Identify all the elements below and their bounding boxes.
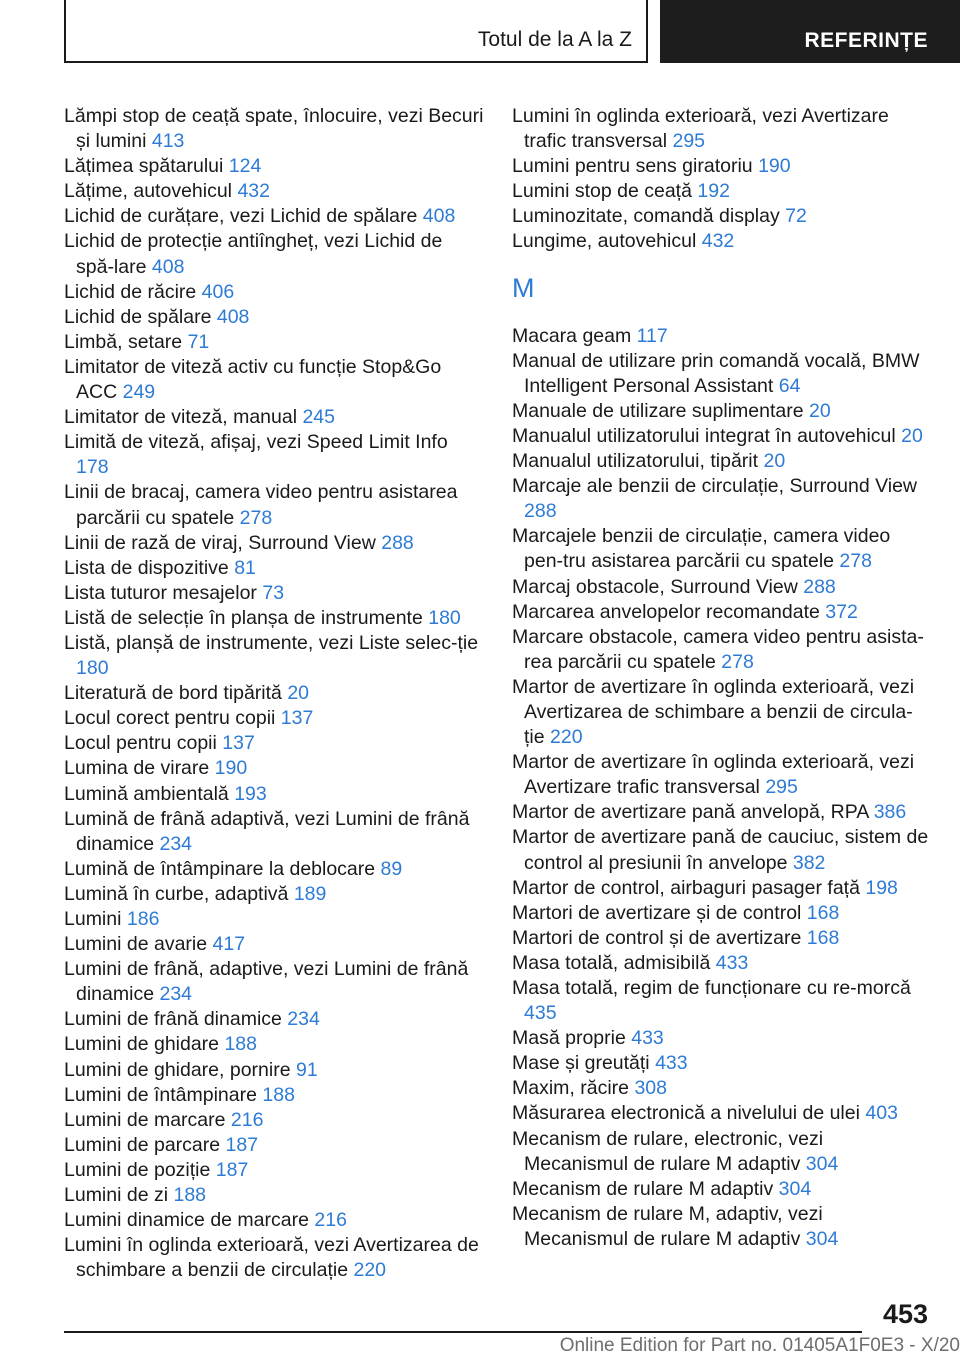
index-entry bbox=[64, 556, 484, 581]
index-page-link[interactable]: 91 bbox=[295, 1058, 318, 1081]
index-entry-text: Lumini în oglinda exterioară, vezi Avertizarea de schimbare a benzii de circulație bbox=[64, 1234, 479, 1282]
index-entry bbox=[64, 405, 484, 430]
index-page-link[interactable]: 408 bbox=[216, 305, 250, 328]
index-page-link[interactable]: 432 bbox=[701, 230, 735, 253]
index-page-link[interactable]: 433 bbox=[715, 951, 749, 974]
index-page-link[interactable]: 20 bbox=[809, 399, 831, 422]
index-page-link[interactable]: 408 bbox=[422, 205, 456, 228]
index-entry-text: Lumini de marcare bbox=[64, 1108, 226, 1131]
index-entry bbox=[64, 1083, 484, 1108]
index-entry-text: Marcarea anvelopelor recomandate bbox=[512, 600, 820, 623]
index-entry-text: Manuale de utilizare suplimentare bbox=[512, 399, 804, 422]
index-page-link[interactable]: 189 bbox=[293, 882, 327, 905]
index-page-link[interactable]: 413 bbox=[151, 130, 185, 153]
index-entry bbox=[64, 154, 484, 179]
index-page-link[interactable]: 20 bbox=[287, 682, 310, 705]
index-page-link[interactable]: 188 bbox=[262, 1083, 295, 1106]
index-entry bbox=[512, 229, 932, 254]
index-entry bbox=[64, 957, 484, 1007]
index-entry bbox=[512, 600, 932, 625]
index-entry bbox=[64, 807, 484, 857]
index-page-link[interactable]: 20 bbox=[763, 450, 786, 473]
index-page-link[interactable]: 190 bbox=[758, 155, 791, 178]
index-entry-text: Lista de dispozitive bbox=[64, 556, 229, 579]
index-entry bbox=[512, 625, 932, 675]
index-page-link[interactable]: 245 bbox=[302, 406, 335, 429]
index-page-link[interactable]: 168 bbox=[806, 926, 840, 949]
index-entry bbox=[512, 1051, 932, 1076]
index-page-link[interactable]: 137 bbox=[222, 732, 255, 755]
header-section-tab bbox=[660, 0, 960, 63]
index-entry bbox=[512, 154, 932, 179]
index-entry bbox=[64, 932, 484, 957]
index-entry-text: Marcaj obstacole, Surround View bbox=[512, 575, 798, 598]
index-entry bbox=[512, 349, 932, 399]
index-entry bbox=[512, 179, 932, 204]
index-page-link[interactable]: 220 bbox=[353, 1259, 387, 1282]
index-entry-text: Marcare obstacole, camera video pentru asista-rea parcării cu spatele bbox=[512, 625, 924, 673]
index-page-link[interactable]: 216 bbox=[314, 1209, 347, 1232]
index-entry-text: Linii de bracaj, camera video pentru asistarea parcării cu spatele bbox=[64, 481, 458, 529]
index-page-link[interactable]: 433 bbox=[655, 1052, 688, 1075]
index-entry bbox=[64, 355, 484, 405]
index-page-link[interactable]: 186 bbox=[126, 908, 160, 930]
index-entry bbox=[512, 1177, 932, 1202]
header-chapter-tab bbox=[64, 0, 648, 63]
index-entry-text: Lumini pentru sens giratoriu bbox=[512, 155, 753, 178]
index-page-link[interactable]: 89 bbox=[380, 857, 403, 880]
index-page-link[interactable]: 124 bbox=[228, 155, 262, 178]
index-entry bbox=[512, 449, 932, 474]
index-entry-text: Lichid de spălare bbox=[64, 305, 212, 328]
index-entry-text: Lumină în curbe, adaptivă bbox=[64, 882, 289, 905]
index-page-link[interactable]: 71 bbox=[187, 330, 210, 353]
index-entry-text: Lumini de parcare bbox=[64, 1133, 221, 1156]
index-page-link[interactable]: 188 bbox=[173, 1184, 207, 1207]
index-entry bbox=[64, 1108, 484, 1133]
index-entry bbox=[64, 1032, 484, 1057]
chapter-title: Totul de la A la Z bbox=[477, 28, 632, 51]
index-entry-text: Martori de control și de avertizare bbox=[512, 926, 802, 949]
index-entry bbox=[64, 330, 484, 355]
index-page-link[interactable]: 216 bbox=[230, 1108, 264, 1131]
index-page-link[interactable]: 180 bbox=[76, 657, 109, 680]
index-entry bbox=[64, 606, 484, 631]
index-page-link[interactable]: 180 bbox=[428, 606, 461, 629]
index-page-link[interactable]: 278 bbox=[239, 506, 273, 529]
index-entry-text: Luminozitate, comandă display bbox=[512, 205, 780, 228]
index-entry bbox=[64, 280, 484, 305]
index-entry bbox=[64, 480, 484, 530]
index-page-link[interactable]: 193 bbox=[234, 782, 267, 805]
index-page-link[interactable]: 288 bbox=[524, 500, 557, 523]
index-entry bbox=[64, 104, 484, 154]
index-entry bbox=[64, 706, 484, 731]
index-page-link[interactable]: 187 bbox=[225, 1133, 259, 1156]
index-entry bbox=[512, 204, 932, 229]
index-entry-text: Lumini de avarie bbox=[64, 933, 208, 956]
index-entry-text: Mase și greutăți bbox=[512, 1052, 650, 1075]
index-entry bbox=[64, 782, 484, 807]
index-page-link[interactable]: 288 bbox=[381, 531, 414, 554]
index-page-link[interactable]: 308 bbox=[634, 1077, 667, 1100]
index-entry-text: Lumini de ghidare, pornire bbox=[64, 1058, 291, 1081]
index-entry-text: Literatură de bord tipărită bbox=[64, 682, 282, 705]
index-entry bbox=[64, 204, 484, 229]
index-entry bbox=[512, 1101, 932, 1126]
index-entry bbox=[512, 1076, 932, 1101]
index-entry-text: Masă proprie bbox=[512, 1027, 626, 1050]
index-entry-text: Lumină ambientală bbox=[64, 782, 229, 805]
index-entry bbox=[64, 229, 484, 279]
index-entry bbox=[512, 901, 932, 926]
index-entry-text: Limitator de viteză, manual bbox=[64, 406, 298, 429]
index-entry-text: Lumini în oglinda exterioară, vezi Avertizare trafic transversal bbox=[512, 105, 889, 153]
index-page-link[interactable]: 433 bbox=[631, 1027, 664, 1050]
index-entry-text: Manual de utilizare prin comandă vocală, BMW Intelligent Personal Assistant bbox=[512, 349, 920, 397]
index-entry-text: Masa totală, regim de funcționare cu re-morcă bbox=[512, 977, 911, 999]
index-entry-text: Marcaje ale benzii de circulație, Surround View bbox=[512, 475, 918, 498]
index-page-link[interactable]: 386 bbox=[873, 801, 907, 824]
index-entry-text: Lămpi stop de ceață spate, înlocuire, vezi Becuri și lumini bbox=[64, 105, 484, 153]
index-entry bbox=[512, 876, 932, 901]
index-column-left bbox=[64, 104, 484, 1283]
index-page-link[interactable]: 295 bbox=[672, 130, 706, 153]
index-entry-text: Lumină de întâmpinare la deblocare bbox=[64, 857, 376, 880]
index-entry-text: Lista tuturor mesajelor bbox=[64, 581, 257, 604]
index-page-link[interactable]: 278 bbox=[839, 550, 872, 573]
index-column-right bbox=[512, 104, 932, 1252]
index-entry bbox=[64, 531, 484, 556]
index-page-link[interactable]: 20 bbox=[901, 424, 923, 447]
index-entry bbox=[512, 926, 932, 951]
index-entry-text: Lumini de frână, adaptive, vezi Lumini de frână dinamice bbox=[64, 958, 469, 1006]
index-entry bbox=[512, 800, 932, 825]
index-entry bbox=[512, 104, 932, 154]
index-entry bbox=[64, 731, 484, 756]
index-entry-text: Lumini de ghidare bbox=[64, 1033, 220, 1056]
index-page-link[interactable]: 304 bbox=[805, 1227, 839, 1250]
index-page-link[interactable]: 295 bbox=[765, 776, 798, 799]
index-list-l-continued bbox=[512, 104, 932, 255]
index-entry-text: Lumină de frână adaptivă, vezi Lumini de frână dinamice bbox=[64, 807, 470, 855]
index-entry-text: Mecanism de rulare M, adaptiv, vezi Mecanismul de rulare M adaptiv bbox=[512, 1202, 823, 1250]
footer-edition-text: Online Edition for Part no. 01405A1F0E3 - X/20 bbox=[559, 1335, 960, 1356]
index-entry-text: Martor de avertizare în oglinda exterioară, vezi Avertizarea de schimbare a benzii de circula-ție bbox=[512, 675, 915, 749]
index-entry bbox=[64, 1007, 484, 1032]
index-entry-text: Maxim, răcire bbox=[512, 1077, 630, 1100]
index-entry bbox=[512, 675, 932, 750]
index-page-link[interactable]: 73 bbox=[262, 581, 285, 604]
index-page-link[interactable]: 372 bbox=[825, 600, 858, 623]
index-page-link[interactable]: 304 bbox=[805, 1152, 839, 1175]
index-entry-text: Martor de avertizare pană de cauciuc, sistem de control al presiunii în anvelope bbox=[512, 826, 929, 874]
index-page-link[interactable]: 137 bbox=[280, 707, 314, 730]
index-entry-text: Marcajele benzii de circulație, camera video pen-tru asistarea parcării cu spatele bbox=[512, 525, 891, 573]
index-page-link[interactable]: 249 bbox=[122, 381, 156, 404]
index-entry bbox=[512, 951, 932, 976]
index-entry-text: Locul pentru copii bbox=[64, 732, 217, 755]
index-page-link[interactable]: 188 bbox=[224, 1033, 257, 1056]
index-page-link[interactable]: 192 bbox=[697, 180, 730, 203]
index-entry-text: Mecanism de rulare M adaptiv bbox=[512, 1177, 774, 1200]
index-letter-heading: M bbox=[512, 272, 535, 303]
index-page-link[interactable]: 81 bbox=[234, 556, 256, 579]
index-page-link[interactable]: 417 bbox=[212, 933, 246, 956]
index-entry bbox=[512, 399, 932, 424]
index-page-link[interactable]: 234 bbox=[287, 1008, 320, 1031]
index-entry bbox=[64, 1058, 484, 1083]
index-page-link[interactable]: 406 bbox=[201, 280, 235, 303]
index-entry bbox=[64, 1233, 484, 1283]
index-entry-text: Listă, planșă de instrumente, vezi Liste selec-ție bbox=[64, 631, 479, 654]
index-page-link[interactable]: 72 bbox=[785, 205, 807, 228]
index-entry-text: Linii de rază de viraj, Surround View bbox=[64, 531, 376, 554]
index-entry-text: Lumini de poziție bbox=[64, 1158, 211, 1181]
index-entry bbox=[64, 1158, 484, 1183]
index-list-l bbox=[64, 104, 484, 1283]
index-entry-text: Lumini stop de ceață bbox=[512, 180, 692, 203]
index-page-link[interactable]: 187 bbox=[215, 1158, 249, 1181]
index-entry-text: Lățimea spătarului bbox=[64, 155, 224, 178]
index-page-link[interactable]: 178 bbox=[76, 456, 109, 479]
index-entry bbox=[512, 324, 932, 349]
index-page-link[interactable]: 198 bbox=[865, 876, 898, 899]
index-entry bbox=[512, 976, 932, 1026]
index-entry-text: Lumini dinamice de marcare bbox=[64, 1209, 309, 1232]
index-entry-text: Martor de control, airbaguri pasager față bbox=[512, 876, 860, 899]
index-entry-text: Mecanism de rulare, electronic, vezi Mecanismul de rulare M adaptiv bbox=[512, 1127, 824, 1175]
index-entry-text: Macara geam bbox=[512, 324, 632, 347]
index-entry bbox=[64, 1208, 484, 1233]
index-entry bbox=[64, 907, 484, 932]
index-entry bbox=[512, 575, 932, 600]
index-entry bbox=[512, 1026, 932, 1051]
index-entry bbox=[64, 305, 484, 330]
index-entry bbox=[64, 179, 484, 204]
index-entry bbox=[64, 882, 484, 907]
index-entry-text: Manualul utilizatorului, tipărit bbox=[512, 450, 759, 473]
index-entry bbox=[512, 825, 932, 875]
index-entry bbox=[64, 1183, 484, 1208]
index-entry bbox=[64, 631, 484, 681]
page-number: 453 bbox=[882, 1299, 928, 1329]
index-entry-text: Limbă, setare bbox=[64, 330, 183, 353]
index-entry-text: Măsurarea electronică a nivelului de ulei bbox=[512, 1102, 860, 1125]
index-page-link[interactable]: 234 bbox=[159, 832, 193, 855]
index-entry-text: Limită de viteză, afișaj, vezi Speed Limit Info bbox=[64, 431, 448, 454]
index-entry-text: Lichid de protecție antiîngheț, vezi Lichid de spă-lare bbox=[64, 230, 443, 278]
index-entry bbox=[64, 681, 484, 706]
index-entry-text: Listă de selecție în planșa de instrumente bbox=[64, 606, 423, 629]
index-entry-text: Lumini de întâmpinare bbox=[64, 1083, 257, 1106]
index-entry-text: Lumini de zi bbox=[64, 1184, 169, 1207]
index-entry-text: Lichid de răcire bbox=[64, 280, 197, 303]
index-entry-text: Lumina de virare bbox=[64, 757, 210, 780]
index-entry bbox=[512, 1127, 932, 1177]
footer-divider bbox=[64, 1331, 862, 1333]
index-entry bbox=[512, 1202, 932, 1252]
index-list-m bbox=[512, 324, 932, 1252]
index-page-link[interactable]: 435 bbox=[524, 1002, 557, 1025]
index-entry-text: Locul corect pentru copii bbox=[64, 707, 276, 730]
index-entry bbox=[64, 581, 484, 606]
section-title: REFERINȚE bbox=[804, 29, 928, 52]
index-page-link[interactable]: 403 bbox=[865, 1102, 898, 1125]
index-page-link[interactable]: 117 bbox=[636, 324, 668, 347]
index-entry bbox=[512, 424, 932, 449]
index-entry-text: Lichid de curățare, vezi Lichid de spălare bbox=[64, 205, 418, 228]
index-entry-text: Limitator de viteză activ cu funcție Stop&Go ACC bbox=[64, 355, 442, 404]
index-entry bbox=[64, 756, 484, 781]
index-page-link[interactable]: 432 bbox=[237, 180, 270, 203]
index-entry bbox=[64, 1133, 484, 1158]
index-entry bbox=[64, 857, 484, 882]
index-page-link[interactable]: 234 bbox=[159, 983, 193, 1006]
index-entry-text: Martori de avertizare și de control bbox=[512, 901, 802, 924]
index-entry bbox=[512, 750, 932, 800]
index-entry-text: Martor de avertizare în oglinda exterioară, vezi Avertizare trafic transversal bbox=[512, 751, 915, 799]
index-page-link[interactable]: 288 bbox=[803, 575, 836, 598]
index-page-link[interactable]: 220 bbox=[550, 726, 583, 749]
index-entry-text: Manualul utilizatorului integrat în autovehicul bbox=[512, 424, 896, 447]
index-entry-text: Martor de avertizare pană anvelopă, RPA bbox=[512, 801, 869, 824]
index-entry-text: Lățime, autovehicul bbox=[64, 180, 233, 203]
index-page-link[interactable]: 382 bbox=[792, 851, 826, 874]
index-entry bbox=[512, 524, 932, 574]
index-entry bbox=[512, 474, 932, 524]
index-page-link[interactable]: 64 bbox=[778, 374, 801, 397]
index-page-link[interactable]: 408 bbox=[151, 255, 185, 278]
index-page-link[interactable]: 278 bbox=[721, 650, 754, 673]
index-entry bbox=[64, 430, 484, 480]
index-entry-text: Lumini de frână dinamice bbox=[64, 1008, 282, 1031]
index-page-link[interactable]: 190 bbox=[214, 757, 248, 780]
index-entry-text: Masa totală, admisibilă bbox=[512, 951, 711, 974]
index-page-link[interactable]: 168 bbox=[806, 901, 840, 924]
index-entry-text: Lungime, autovehicul bbox=[512, 230, 697, 253]
index-entry-text: Lumini bbox=[64, 908, 122, 930]
index-page-link[interactable]: 304 bbox=[778, 1177, 812, 1200]
